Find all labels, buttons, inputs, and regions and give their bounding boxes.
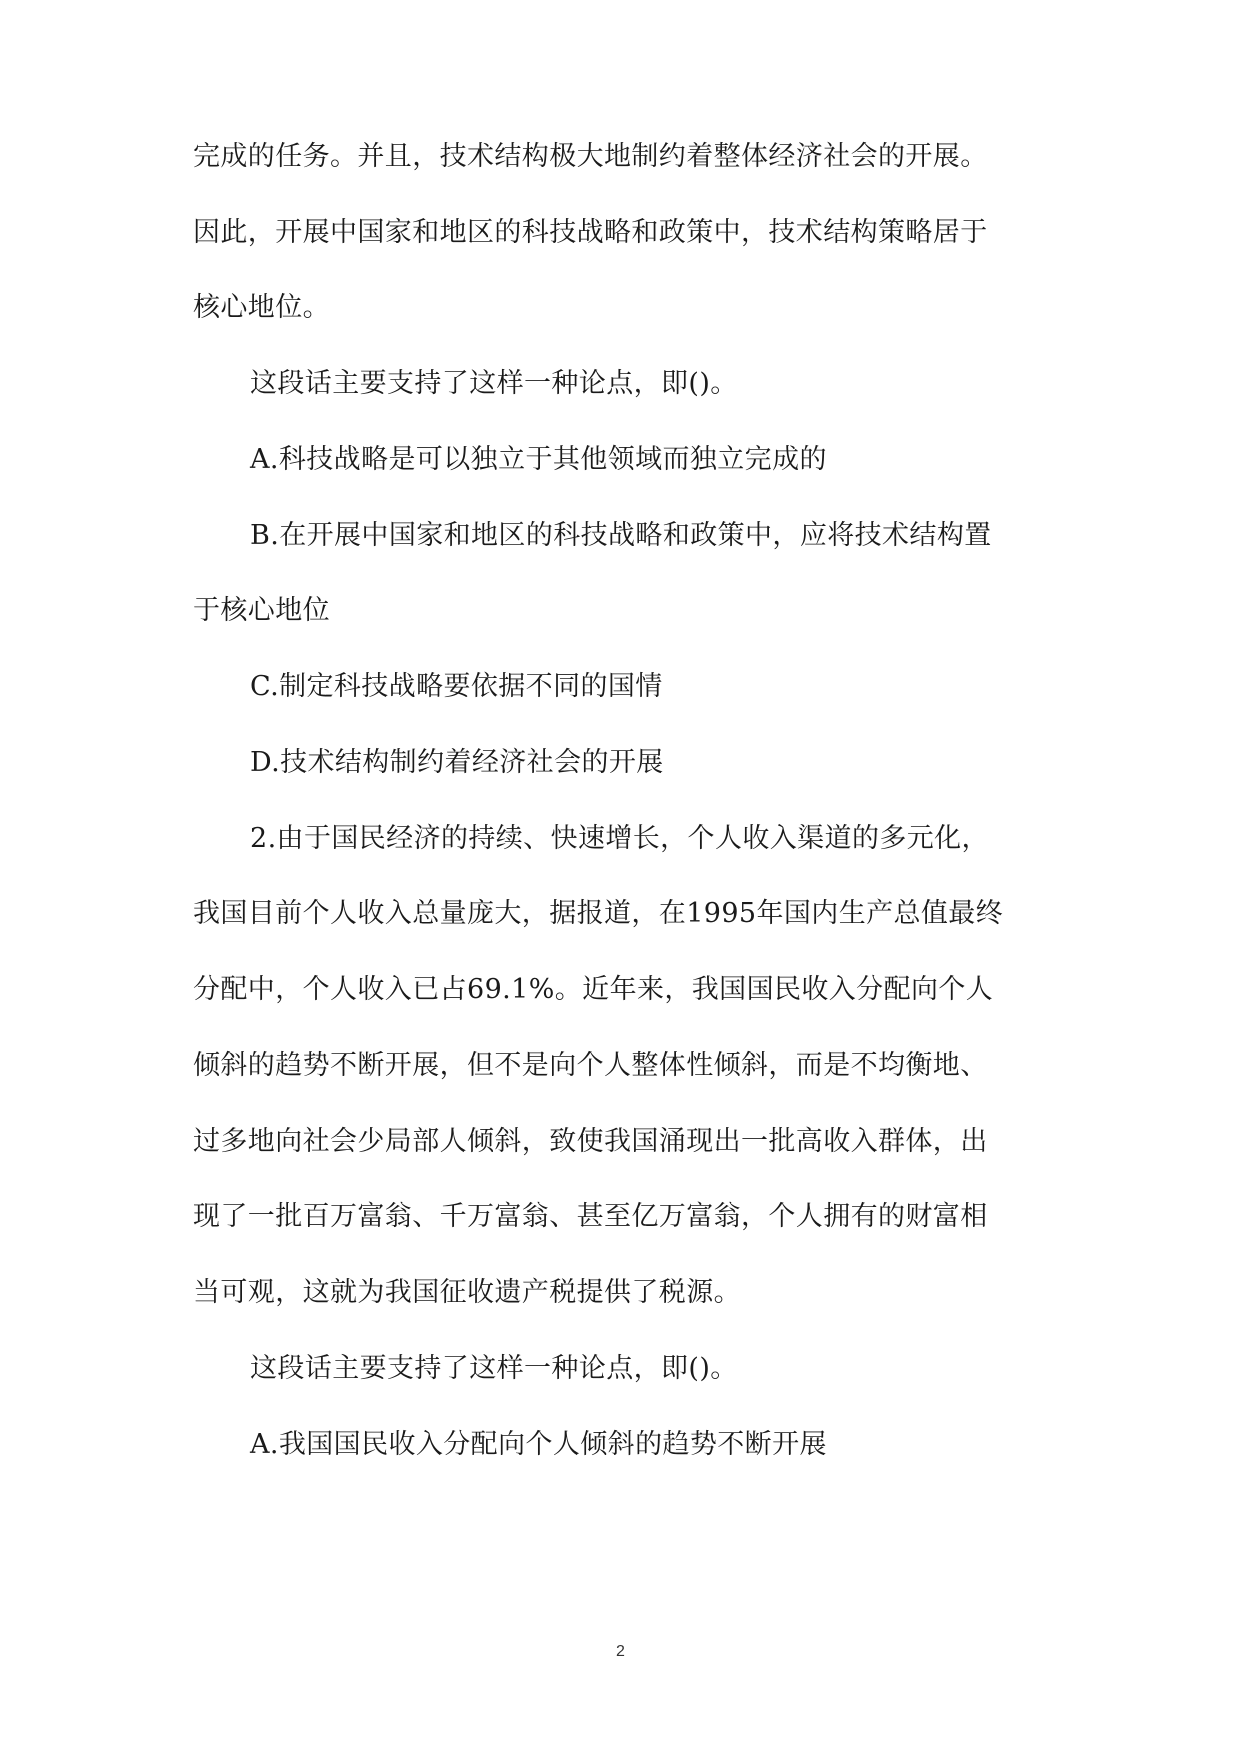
question-2-line-6: 现了一批百万富翁、千万富翁、甚至亿万富翁，个人拥有的财富相 xyxy=(193,1201,988,1232)
question-2-line-2: 我国目前个人收入总量庞大，据报道，在1995年国内生产总值最终 xyxy=(193,898,1004,929)
question-2-line-3: 分配中，个人收入已占69.1%。近年来，我国国民收入分配向个人 xyxy=(193,974,994,1005)
question-2-prompt: 这段话主要支持了这样一种论点，即()。 xyxy=(250,1353,738,1384)
text-line-1: 完成的任务。并且，技术结构极大地制约着整体经济社会的开展。 xyxy=(193,141,988,172)
question-2-line-7: 当可观，这就为我国征收遗产税提供了税源。 xyxy=(193,1277,741,1308)
question-1-option-b-continued: 于核心地位 xyxy=(193,595,330,626)
question-2-option-a: A.我国国民收入分配向个人倾斜的趋势不断开展 xyxy=(250,1429,827,1460)
text-line-3: 核心地位。 xyxy=(193,292,330,323)
page-number: 2 xyxy=(616,1643,625,1660)
question-1-option-a: A.科技战略是可以独立于其他领域而独立完成的 xyxy=(250,444,827,475)
question-1-option-b: B.在开展中国家和地区的科技战略和政策中，应将技术结构置 xyxy=(250,520,992,551)
question-1-prompt: 这段话主要支持了这样一种论点，即()。 xyxy=(250,368,738,399)
question-2-line-5: 过多地向社会少局部人倾斜，致使我国涌现出一批高收入群体，出 xyxy=(193,1126,988,1157)
question-2-line-1: 2.由于国民经济的持续、快速增长，个人收入渠道的多元化， xyxy=(250,823,989,854)
question-1-option-d: D.技术结构制约着经济社会的开展 xyxy=(250,747,664,778)
question-1-option-c: C.制定科技战略要依据不同的国情 xyxy=(250,671,663,702)
text-line-2: 因此，开展中国家和地区的科技战略和政策中，技术结构策略居于 xyxy=(193,217,988,248)
question-2-line-4: 倾斜的趋势不断开展，但不是向个人整体性倾斜，而是不均衡地、 xyxy=(193,1050,988,1081)
